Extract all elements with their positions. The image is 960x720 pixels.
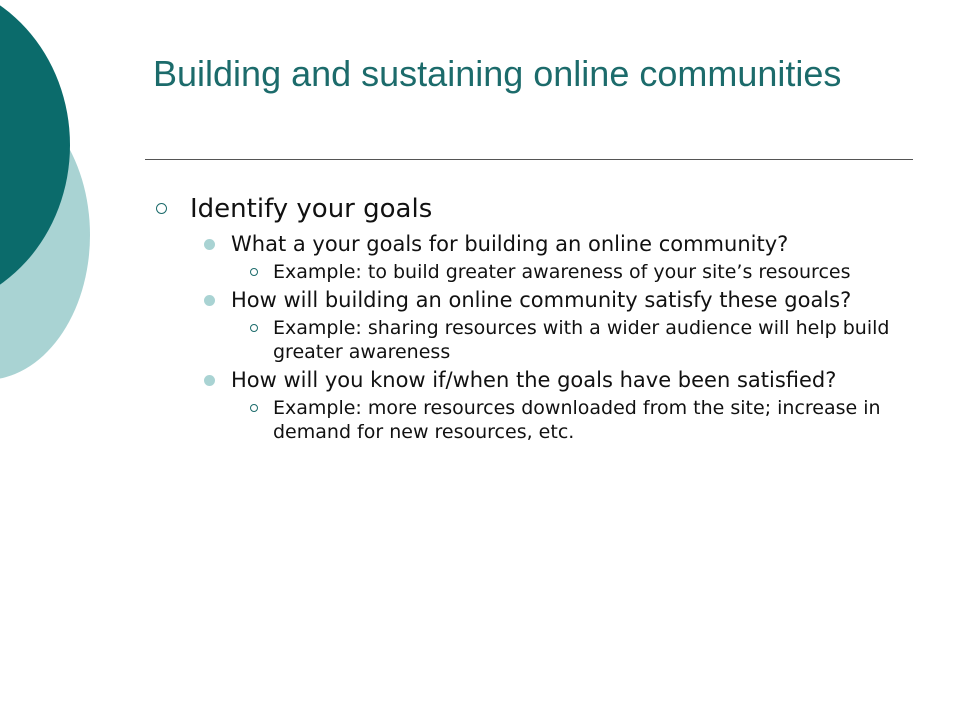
dot-bullet-icon	[204, 375, 215, 386]
bullet-level3	[150, 316, 920, 364]
bullet-subtext: Example: sharing resources with a wider audience will help build greater awareness	[273, 317, 890, 363]
bullet-level2	[150, 232, 920, 256]
bullet-level2	[150, 368, 920, 392]
slide-content	[150, 192, 920, 448]
bullet-heading: Identify your goals	[190, 194, 433, 224]
bullet-subtext: Example: more resources downloaded from the site; increase in demand for new resources, etc.	[273, 397, 881, 443]
bullet-text: How will you know if/when the goals have been satisfied?	[231, 368, 837, 392]
slide-title: Building and sustaining online communities	[153, 53, 842, 94]
ring-bullet-icon	[250, 268, 258, 276]
bullet-level3	[150, 396, 920, 444]
bullet-level1	[150, 192, 920, 226]
bullet-level2	[150, 288, 920, 312]
bullet-text: What a your goals for building an online community?	[231, 232, 789, 256]
ring-bullet-icon	[250, 324, 258, 332]
ring-bullet-icon	[250, 404, 258, 412]
bullet-subtext: Example: to build greater awareness of your site’s resources	[273, 261, 851, 283]
bullet-level3	[150, 260, 920, 284]
title-divider	[145, 159, 913, 160]
dot-bullet-icon	[204, 295, 215, 306]
ring-bullet-icon	[156, 203, 167, 214]
dot-bullet-icon	[204, 239, 215, 250]
bullet-text: How will building an online community satisfy these goals?	[231, 288, 852, 312]
